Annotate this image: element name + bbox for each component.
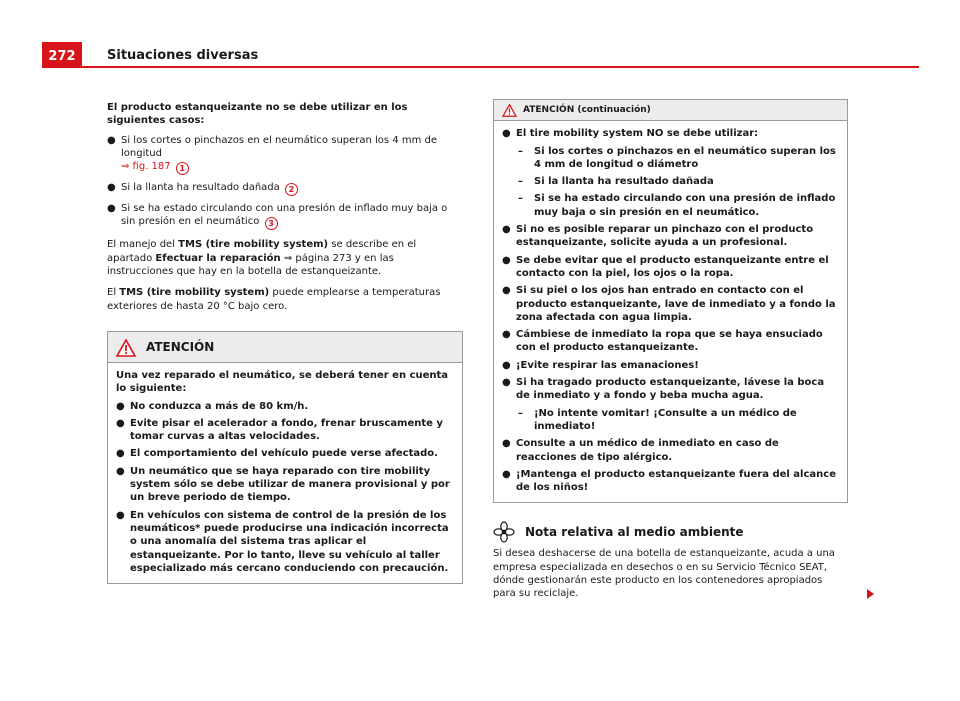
flower-icon — [493, 521, 515, 543]
marker-badge: 2 — [285, 183, 298, 196]
sub-list-item: – Si los cortes o pinchazos en el neumático superan los 4 mm de longitud o diámetro — [518, 145, 836, 170]
bullet-icon: ● — [502, 224, 511, 236]
warning-box — [107, 331, 463, 584]
list-item: ● Si ha tragado producto estanqueizante, lávese la boca de inmediato y a fondo y beba mucha agua. — [502, 377, 825, 402]
bullet-icon: ● — [116, 400, 125, 412]
environment-note-text: Si desea deshacerse de una botella de estanqueizante, acuda a una empresa especializada en desechos o en su Servicio Técnico SEAT, dónde gestionarán este producto en los contenedores apropiados para su reciclaje. — [493, 547, 848, 600]
bullet-icon: ● — [502, 128, 511, 140]
warning-triangle-icon — [116, 339, 136, 357]
list-item: ● Un neumático que se haya reparado con tire mobility system sólo se debe utilizar de manera provisional y por un breve periodo de tiempo. — [116, 465, 450, 504]
list-item: ● ¡Mantenga el producto estanqueizante fuera del alcance de los niños! — [502, 468, 836, 494]
section-title: Situaciones diversas — [107, 48, 259, 63]
bullet-icon: ● — [107, 203, 116, 215]
bullet-icon: ● — [107, 134, 116, 146]
intro-heading: El producto estanqueizante no se debe utilizar en los siguientes casos: — [107, 102, 408, 127]
bullet-icon: ● — [502, 468, 511, 480]
list-item: ● El tire mobility system NO se debe utilizar: — [502, 128, 759, 140]
list-item: ● Si no es posible reparar un pinchazo con el producto estanqueizante, solicite ayuda a un profesional. — [502, 224, 814, 249]
figure-ref-link[interactable]: ⇒ fig. 187 — [121, 161, 171, 173]
list-item: ● Consulte a un médico de inmediato en caso de reacciones de tipo alérgico. — [502, 438, 779, 463]
bullet-icon: ● — [502, 285, 511, 297]
bullet-icon: ● — [502, 359, 511, 371]
continue-arrow-icon — [867, 589, 874, 599]
list-item: ● Evite pisar el acelerador a fondo, frenar bruscamente y tomar curvas a altas velocidades. — [116, 417, 443, 443]
sub-list-item: – Si se ha estado circulando con una presión de inflado muy baja o sin presión en el neumático. — [518, 193, 836, 218]
list-item: ● Si su piel o los ojos han entrado en contacto con el producto estanqueizante, lave de inmediato y a fondo la zona afectada con agua limpia. — [502, 285, 836, 323]
dash-icon: – — [518, 407, 523, 419]
dash-icon: – — [518, 145, 523, 157]
page-ref-link[interactable]: ⇒ página 273 y en las instrucciones que hay en la botella de estanqueizante. — [107, 252, 394, 278]
dash-icon: – — [518, 176, 523, 188]
bullet-icon: ● — [107, 182, 116, 194]
sub-list-item: – Si la llanta ha resultado dañada — [518, 176, 714, 188]
warning-body — [108, 363, 462, 583]
bullet-icon: ● — [502, 438, 511, 450]
bullet-icon: ● — [116, 509, 125, 521]
bullet-icon: ● — [116, 465, 125, 477]
bullet-icon: ● — [116, 448, 125, 460]
right-column — [493, 99, 848, 601]
bullet-icon: ● — [502, 254, 511, 266]
paragraph-tms-temperature: El TMS (tire mobility system) puede emplearse a temperaturas exteriores de hasta 20 °C bajo cero. — [107, 287, 441, 312]
list-item: ● No conduzca a más de 80 km/h. — [116, 400, 309, 412]
bullet-icon: ● — [502, 329, 511, 341]
bullet-icon: ● — [116, 417, 125, 429]
list-item: ● El comportamiento del vehículo puede verse afectado. — [116, 448, 438, 460]
list-item: ● Se debe evitar que el producto estanqueizante entre el contacto con la piel, los ojos o la ropa. — [502, 254, 829, 279]
warning-header — [494, 100, 847, 121]
list-item: ● ¡Evite respirar las emanaciones! — [502, 359, 699, 371]
marker-badge: 3 — [265, 217, 278, 230]
environment-note-title: Nota relativa al medio ambiente — [525, 524, 744, 539]
warning-label: ATENCIÓN (continuación) — [523, 105, 651, 115]
sub-list-item: – ¡No intente vomitar! ¡Consulte a un médico de inmediato! — [518, 407, 797, 432]
dash-icon: – — [518, 193, 523, 205]
environment-note-header — [493, 521, 848, 543]
header-rule — [42, 66, 919, 68]
warning-box-continued — [493, 99, 848, 503]
bullet-text: Si la llanta ha resultado dañada — [121, 182, 280, 194]
paragraph-tms-usage: El manejo del TMS (tire mobility system) se describe en el apartado Efectuar la reparación ⇒ página 273 y en las instrucciones que hay en la botella de estanqueizante. — [107, 239, 417, 278]
left-column — [107, 101, 463, 584]
warning-body — [494, 121, 847, 502]
list-item — [107, 181, 463, 196]
warning-label: ATENCIÓN — [146, 340, 215, 355]
warning-triangle-icon — [502, 104, 517, 117]
bullet-text: Si los cortes o pinchazos en el neumático superan los 4 mm de longitud — [121, 134, 438, 159]
bullet-icon: ● — [502, 377, 511, 389]
list-item: ● En vehículos con sistema de control de la presión de los neumáticos* puede producirse una indicación incorrecta o una anomalía del sistema tras aplicar el estanqueizante. Por lo tanto, lleve su vehículo al taller especializado más cercano conduciendo con precaución. — [116, 509, 449, 574]
bullet-text: Si se ha estado circulando con una presión de inflado muy baja o sin presión en el neumático — [121, 203, 448, 228]
list-item: ● Cámbiese de inmediato la ropa que se haya ensuciado con el producto estanqueizante. — [502, 329, 823, 354]
page-number: 272 — [42, 42, 82, 68]
marker-badge: 1 — [176, 162, 189, 175]
list-item — [107, 202, 463, 230]
warning-header — [108, 332, 462, 363]
warning-intro: Una vez reparado el neumático, se deberá tener en cuenta lo siguiente: — [116, 369, 449, 395]
list-item — [107, 134, 463, 176]
